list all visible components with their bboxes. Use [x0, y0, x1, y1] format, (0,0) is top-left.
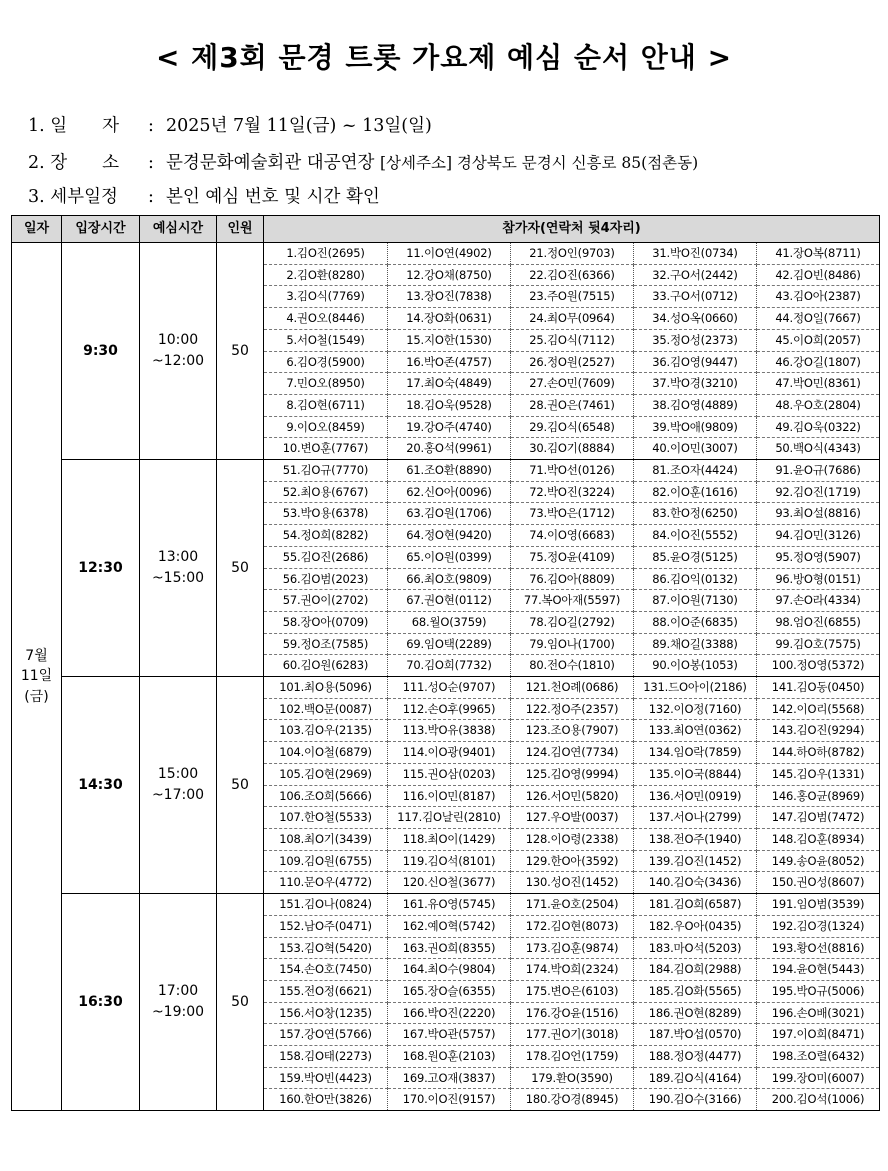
participant-cell: 37.박O경(3210) [634, 373, 757, 395]
participant-cell: 143.김O진(9294) [757, 720, 880, 742]
participant-cell: 193.황O선(8816) [757, 937, 880, 959]
participant-cell: 10.변O훈(7767) [264, 438, 388, 460]
participant-cell: 144.하O하(8782) [757, 742, 880, 764]
participant-cell: 39.박O애(9809) [634, 416, 757, 438]
participant-cell: 164.최O수(9804) [388, 959, 511, 981]
participant-cell: 80.전O수(1810) [511, 655, 634, 677]
participant-cell: 154.손O호(7450) [264, 959, 388, 981]
participant-cell: 104.이O철(6879) [264, 742, 388, 764]
header-date: 일자 [12, 216, 62, 243]
participant-cell: 149.송O윤(8052) [757, 850, 880, 872]
count-cell: 50 [217, 894, 264, 1111]
participant-cell: 196.손O배(3021) [757, 1002, 880, 1024]
participant-cell: 40.이O민(3007) [634, 438, 757, 460]
participant-cell: 61.조O환(8890) [388, 460, 511, 482]
participant-cell: 59.정O조(7585) [264, 633, 388, 655]
participant-cell: 197.이O희(8471) [757, 1024, 880, 1046]
participant-cell: 98.엄O진(6855) [757, 611, 880, 633]
participant-cell: 100.정O영(5372) [757, 655, 880, 677]
participant-cell: 96.방O형(0151) [757, 568, 880, 590]
participant-cell: 180.강O경(8945) [511, 1089, 634, 1111]
participant-cell: 12.강O채(8750) [388, 264, 511, 286]
participant-cell: 191.임O범(3539) [757, 894, 880, 916]
participant-cell: 35.정O성(2373) [634, 329, 757, 351]
participant-cell: 169.고O재(3837) [388, 1067, 511, 1089]
participant-cell: 79.임O나(1700) [511, 633, 634, 655]
participant-cell: 18.김O욱(9528) [388, 394, 511, 416]
audition-time-cell: 10:00 ~12:00 [140, 243, 217, 460]
participant-cell: 46.강O길(1807) [757, 351, 880, 373]
participant-cell: 141.김O동(0450) [757, 677, 880, 699]
info-label: 1. 일 자 [28, 116, 120, 136]
page-title: < 제3회 문경 트롯 가요제 예심 순서 안내 > [155, 41, 733, 74]
participant-cell: 69.임O택(2289) [388, 633, 511, 655]
participant-cell: 132.이O정(7160) [634, 698, 757, 720]
participant-cell: 64.정O현(9420) [388, 525, 511, 547]
header-participants: 참가자(연락처 뒷4자리) [264, 216, 880, 243]
info-value: 2025년 7월 11일(금) ~ 13일(일) [166, 116, 432, 136]
participant-cell: 150.권O성(8607) [757, 872, 880, 894]
participant-cell: 102.백O문(0087) [264, 698, 388, 720]
participant-cell: 155.전O정(6621) [264, 980, 388, 1002]
participant-cell: 183.마O석(5203) [634, 937, 757, 959]
participant-cell: 52.최O용(6767) [264, 481, 388, 503]
participant-cell: 162.예O혁(5742) [388, 915, 511, 937]
info-line-date: 1. 일 자 : 2025년 7월 11일(금) ~ 13일(일) [28, 112, 432, 137]
participant-cell: 19.강O주(4740) [388, 416, 511, 438]
participant-cell: 181.김O희(6587) [634, 894, 757, 916]
participant-cell: 145.김O우(1331) [757, 763, 880, 785]
participant-cell: 9.이O오(8459) [264, 416, 388, 438]
participant-cell: 101.최O용(5096) [264, 677, 388, 699]
participant-cell: 160.한O만(3826) [264, 1089, 388, 1111]
participant-cell: 1.김O진(2695) [264, 243, 388, 265]
participant-cell: 11.이O연(4902) [388, 243, 511, 265]
audition-time-cell: 15:00 ~17:00 [140, 677, 217, 894]
info-label: 2. 장 소 [28, 153, 120, 173]
entry-time-cell: 12:30 [62, 460, 140, 677]
participant-cell: 55.김O진(2686) [264, 546, 388, 568]
info-label: 3. 세부일정 [28, 187, 118, 207]
participant-cell: 63.김O원(1706) [388, 503, 511, 525]
table-row [12, 894, 880, 916]
count-cell: 50 [217, 243, 264, 460]
participant-cell: 151.김O나(0824) [264, 894, 388, 916]
header-audition-time: 예심시간 [140, 216, 217, 243]
participant-cell: 53.박O용(6378) [264, 503, 388, 525]
participant-cell: 93.최O설(8816) [757, 503, 880, 525]
participant-cell: 3.김O식(7769) [264, 286, 388, 308]
participant-cell: 182.우O아(0435) [634, 915, 757, 937]
participant-cell: 72.박O진(3224) [511, 481, 634, 503]
participant-cell: 125.김O영(9994) [511, 763, 634, 785]
info-line-venue: 2. 장 소 : 문경문화예술회관 대공연장 [상세주소] 경상북도 문경시 신흥로 85(점촌동) [28, 149, 698, 174]
info-value: 본인 예심 번호 및 시간 확인 [166, 187, 380, 207]
participant-cell: 82.이O훈(1616) [634, 481, 757, 503]
participant-cell: 189.김O식(4164) [634, 1067, 757, 1089]
table-row [12, 677, 880, 699]
participant-cell: 153.김O혁(5420) [264, 937, 388, 959]
participant-cell: 135.이O국(8844) [634, 763, 757, 785]
audition-time-cell: 17:00 ~19:00 [140, 894, 217, 1111]
participant-cell: 81.조O자(4424) [634, 460, 757, 482]
participant-cell: 26.정O원(2527) [511, 351, 634, 373]
participant-cell: 34.성O옥(0660) [634, 308, 757, 330]
participant-cell: 188.정O정(4477) [634, 1046, 757, 1068]
participant-cell: 114.이O광(9401) [388, 742, 511, 764]
participant-cell: 84.이O진(5552) [634, 525, 757, 547]
participant-cell: 123.조O용(7907) [511, 720, 634, 742]
schedule-body [12, 243, 880, 1111]
participant-cell: 142.이O리(5568) [757, 698, 880, 720]
participant-cell: 92.김O진(1719) [757, 481, 880, 503]
participant-cell: 121.천O례(0686) [511, 677, 634, 699]
participant-cell: 186.권O현(8289) [634, 1002, 757, 1024]
participant-cell: 62.신O아(0096) [388, 481, 511, 503]
entry-time-cell: 16:30 [62, 894, 140, 1111]
participant-cell: 16.박O존(4757) [388, 351, 511, 373]
participant-cell: 176.강O윤(1516) [511, 1002, 634, 1024]
participant-cell: 5.서O철(1549) [264, 329, 388, 351]
participant-cell: 97.손O라(4334) [757, 590, 880, 612]
participant-cell: 29.김O식(6548) [511, 416, 634, 438]
participant-cell: 14.장O화(0631) [388, 308, 511, 330]
participant-cell: 90.이O봉(1053) [634, 655, 757, 677]
participant-cell: 78.김O길(2792) [511, 611, 634, 633]
participant-cell: 170.이O진(9157) [388, 1089, 511, 1111]
info-line-schedule: 3. 세부일정 : 본인 예심 번호 및 시간 확인 [28, 183, 380, 208]
participant-cell: 65.이O원(0399) [388, 546, 511, 568]
participant-cell: 128.이O령(2338) [511, 828, 634, 850]
participant-cell: 33.구O서(0712) [634, 286, 757, 308]
participant-cell: 134.임O락(7859) [634, 742, 757, 764]
participant-cell: 70.김O희(7732) [388, 655, 511, 677]
participant-cell: 177.권O기(3018) [511, 1024, 634, 1046]
table-row [12, 243, 880, 265]
participant-cell: 83.한O정(6250) [634, 503, 757, 525]
participant-cell: 67.권O현(0112) [388, 590, 511, 612]
participant-cell: 137.서O나(2799) [634, 807, 757, 829]
participant-cell: 56.김O범(2023) [264, 568, 388, 590]
participant-cell: 131.드O아이(2186) [634, 677, 757, 699]
schedule-table [11, 215, 880, 1111]
participant-cell: 122.정O주(2357) [511, 698, 634, 720]
participant-cell: 174.박O희(2324) [511, 959, 634, 981]
participant-cell: 175.변O은(6103) [511, 980, 634, 1002]
participant-cell: 192.김O경(1324) [757, 915, 880, 937]
date-cell: 7월 11일 (금) [12, 243, 62, 1111]
participant-cell: 179.환O(3590) [511, 1067, 634, 1089]
participant-cell: 99.김O호(7575) [757, 633, 880, 655]
participant-cell: 76.김O아(8809) [511, 568, 634, 590]
participant-cell: 190.김O수(3166) [634, 1089, 757, 1111]
participant-cell: 195.박O규(5006) [757, 980, 880, 1002]
participant-cell: 129.한O아(3592) [511, 850, 634, 872]
participant-cell: 108.최O기(3439) [264, 828, 388, 850]
participant-cell: 124.김O연(7734) [511, 742, 634, 764]
entry-time-cell: 9:30 [62, 243, 140, 460]
participant-cell: 168.원O훈(2103) [388, 1046, 511, 1068]
participant-cell: 87.이O원(7130) [634, 590, 757, 612]
participant-cell: 2.김O환(8280) [264, 264, 388, 286]
participant-cell: 73.박O은(1712) [511, 503, 634, 525]
participant-cell: 68.월O(3759) [388, 611, 511, 633]
participant-cell: 95.정O영(5907) [757, 546, 880, 568]
participant-cell: 32.구O서(2442) [634, 264, 757, 286]
participant-cell: 167.박O관(5757) [388, 1024, 511, 1046]
header-entry-time: 입장시간 [62, 216, 140, 243]
participant-cell: 140.김O숙(3436) [634, 872, 757, 894]
participant-cell: 50.백O식(4343) [757, 438, 880, 460]
participant-cell: 86.김O익(0132) [634, 568, 757, 590]
participant-cell: 47.박O민(8361) [757, 373, 880, 395]
participant-cell: 88.이O준(6835) [634, 611, 757, 633]
participant-cell: 178.김O언(1759) [511, 1046, 634, 1068]
participant-cell: 194.윤O현(5443) [757, 959, 880, 981]
participant-cell: 130.성O진(1452) [511, 872, 634, 894]
participant-cell: 85.윤O경(5125) [634, 546, 757, 568]
participant-cell: 23.주O원(7515) [511, 286, 634, 308]
participant-cell: 89.채O길(3388) [634, 633, 757, 655]
participant-cell: 31.박O진(0734) [634, 243, 757, 265]
participant-cell: 161.유O영(5745) [388, 894, 511, 916]
participant-cell: 13.장O진(7838) [388, 286, 511, 308]
count-cell: 50 [217, 460, 264, 677]
participant-cell: 119.김O석(8101) [388, 850, 511, 872]
participant-cell: 17.최O숙(4849) [388, 373, 511, 395]
participant-cell: 117.김O날린(2810) [388, 807, 511, 829]
participant-cell: 15.지O한(1530) [388, 329, 511, 351]
participant-cell: 49.김O욱(0322) [757, 416, 880, 438]
participant-cell: 136.서O민(0919) [634, 785, 757, 807]
header-count: 인원 [217, 216, 264, 243]
participant-cell: 42.김O빈(8486) [757, 264, 880, 286]
participant-cell: 91.윤O규(7686) [757, 460, 880, 482]
participant-cell: 187.박O섭(0570) [634, 1024, 757, 1046]
participant-cell: 103.김O우(2135) [264, 720, 388, 742]
entry-time-cell: 14:30 [62, 677, 140, 894]
participant-cell: 21.정O인(9703) [511, 243, 634, 265]
participant-cell: 172.김O현(8073) [511, 915, 634, 937]
participant-cell: 45.이O희(2057) [757, 329, 880, 351]
participant-cell: 28.권O은(7461) [511, 394, 634, 416]
participant-cell: 66.최O호(9809) [388, 568, 511, 590]
participant-cell: 44.정O일(7667) [757, 308, 880, 330]
participant-cell: 198.조O렬(6432) [757, 1046, 880, 1068]
participant-cell: 184.김O희(2988) [634, 959, 757, 981]
participant-cell: 158.김O태(2273) [264, 1046, 388, 1068]
participant-cell: 148.김O훈(8934) [757, 828, 880, 850]
participant-cell: 54.정O희(8282) [264, 525, 388, 547]
participant-cell: 199.장O미(6007) [757, 1067, 880, 1089]
participant-cell: 171.윤O호(2504) [511, 894, 634, 916]
participant-cell: 8.김O현(6711) [264, 394, 388, 416]
participant-cell: 185.김O화(5565) [634, 980, 757, 1002]
participant-cell: 74.이O영(6683) [511, 525, 634, 547]
participant-cell: 57.권O이(2702) [264, 590, 388, 612]
count-cell: 50 [217, 677, 264, 894]
participant-cell: 152.남O주(0471) [264, 915, 388, 937]
participant-cell: 38.김O영(4889) [634, 394, 757, 416]
participant-cell: 75.정O윤(4109) [511, 546, 634, 568]
participant-cell: 163.권O희(8355) [388, 937, 511, 959]
participant-cell: 139.김O진(1452) [634, 850, 757, 872]
participant-cell: 58.장O아(0709) [264, 611, 388, 633]
participant-cell: 109.김O원(6755) [264, 850, 388, 872]
participant-cell: 105.김O현(2969) [264, 763, 388, 785]
participant-cell: 146.홍O균(8969) [757, 785, 880, 807]
participant-cell: 116.이O민(8187) [388, 785, 511, 807]
table-header-row [12, 216, 880, 243]
participant-cell: 127.우O발(0037) [511, 807, 634, 829]
participant-cell: 110.문O우(4772) [264, 872, 388, 894]
participant-cell: 107.한O철(5533) [264, 807, 388, 829]
participant-cell: 25.김O식(7112) [511, 329, 634, 351]
participant-cell: 166.박O진(2220) [388, 1002, 511, 1024]
participant-cell: 77.복O아재(5597) [511, 590, 634, 612]
participant-cell: 36.김O영(9447) [634, 351, 757, 373]
participant-cell: 71.박O선(0126) [511, 460, 634, 482]
table-row [12, 460, 880, 482]
participant-cell: 7.민O오(8950) [264, 373, 388, 395]
participant-cell: 147.김O범(7472) [757, 807, 880, 829]
participant-cell: 20.홍O석(9961) [388, 438, 511, 460]
participant-cell: 126.서O민(5820) [511, 785, 634, 807]
participant-cell: 165.장O슬(6355) [388, 980, 511, 1002]
participant-cell: 200.김O석(1006) [757, 1089, 880, 1111]
participant-cell: 156.서O창(1235) [264, 1002, 388, 1024]
participant-cell: 113.박O유(3838) [388, 720, 511, 742]
participant-cell: 115.권O삼(0203) [388, 763, 511, 785]
participant-cell: 60.김O원(6283) [264, 655, 388, 677]
participant-cell: 51.김O규(7770) [264, 460, 388, 482]
participant-cell: 112.손O후(9965) [388, 698, 511, 720]
audition-time-cell: 13:00 ~15:00 [140, 460, 217, 677]
participant-cell: 118.최O이(1429) [388, 828, 511, 850]
participant-cell: 94.김O민(3126) [757, 525, 880, 547]
participant-cell: 111.성O순(9707) [388, 677, 511, 699]
participant-cell: 138.전O주(1940) [634, 828, 757, 850]
info-value: 문경문화예술회관 대공연장 [166, 153, 380, 173]
participant-cell: 159.박O빈(4423) [264, 1067, 388, 1089]
participant-cell: 27.손O민(7609) [511, 373, 634, 395]
participant-cell: 30.김O기(8884) [511, 438, 634, 460]
participant-cell: 120.신O철(3677) [388, 872, 511, 894]
participant-cell: 4.권O오(8446) [264, 308, 388, 330]
participant-cell: 48.우O호(2804) [757, 394, 880, 416]
participant-cell: 157.강O연(5766) [264, 1024, 388, 1046]
participant-cell: 173.김O훈(9874) [511, 937, 634, 959]
participant-cell: 43.김O아(2387) [757, 286, 880, 308]
participant-cell: 24.최O무(0964) [511, 308, 634, 330]
participant-cell: 41.장O복(8711) [757, 243, 880, 265]
participant-cell: 133.최O연(0362) [634, 720, 757, 742]
participant-cell: 6.김O경(5900) [264, 351, 388, 373]
info-address: [상세주소] 경상북도 문경시 신흥로 85(점촌동) [380, 154, 699, 172]
participant-cell: 22.김O진(6366) [511, 264, 634, 286]
participant-cell: 106.조O희(5666) [264, 785, 388, 807]
